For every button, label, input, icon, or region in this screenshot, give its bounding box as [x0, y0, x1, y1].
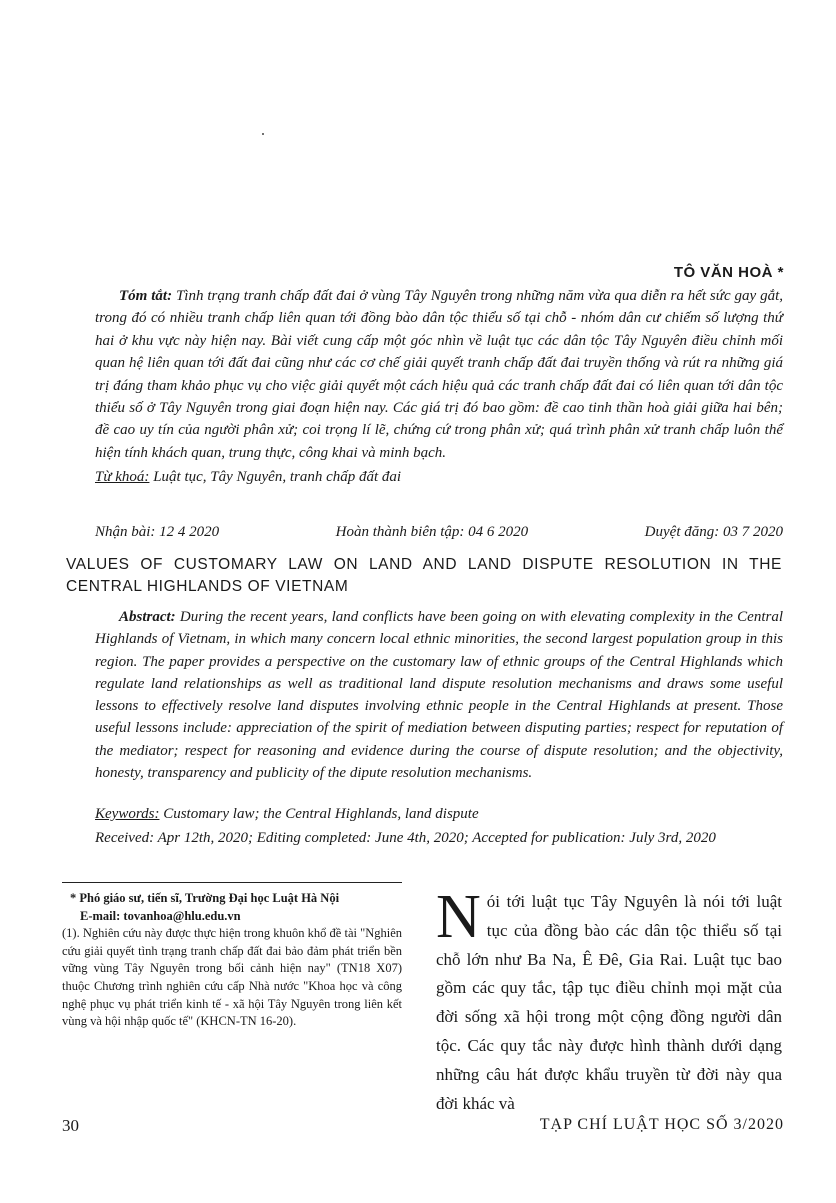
vi-abstract-indent: [95, 288, 119, 304]
vi-abstract-label: Tóm tắt:: [119, 288, 173, 304]
body-text: [436, 883, 782, 1118]
scan-speck: [262, 133, 264, 135]
en-keywords-text: Customary law; the Central Highlands, land dispute: [163, 806, 479, 822]
en-abstract-label: Abstract:: [119, 609, 176, 625]
vietnamese-abstract: [95, 285, 783, 489]
footnote: [62, 890, 402, 1031]
footnote-affiliation: * Phó giáo sư, tiến sĩ, Trường Đại học Luật Hà Nội: [70, 891, 340, 905]
footnote-note: (1). Nghiên cứu này được thực hiện trong khuôn khổ đề tài "Nghiên cứu giải quyết tình trạng tranh chấp đất đai bảo đảm phát triển bền vững vùng Tây Nguyên trong bối cảnh hiện nay" (TN18 X07) thuộc Chương trình nghiên cứu cấp Nhà nước "Khoa học và công nghệ phục vụ phát triển kinh tế - xã hội Tây Nguyên trong liên kết vùng và hội nhập quốc tế" (KHCN-TN 16-20).: [62, 926, 402, 1029]
footnote-email-label: E-mail:: [80, 908, 121, 923]
footnote-email: tovanhoa@hlu.edu.vn: [123, 908, 241, 923]
drop-cap: N: [436, 883, 481, 951]
vi-edited-date: Hoàn thành biên tập: 04 6 2020: [335, 524, 529, 540]
english-abstract: [95, 606, 783, 784]
journal-footer: TẠP CHÍ LUẬT HỌC SỐ 3/2020: [539, 1116, 784, 1133]
en-abstract-indent: [95, 609, 119, 625]
vi-accepted-date: Duyệt đăng: 03 7 2020: [644, 524, 783, 540]
vi-received-date: Nhận bài: 12 4 2020: [95, 524, 220, 540]
en-dates: Received: Apr 12th, 2020; Editing completed: June 4th, 2020; Accepted for publication: July 3rd, 2020: [95, 830, 716, 846]
vi-keywords-text: Luật tục, Tây Nguyên, tranh chấp đất đai: [153, 469, 402, 486]
en-keywords-label: Keywords:: [95, 806, 160, 822]
vi-dates: [95, 524, 783, 541]
body-paragraph: ói tới luật tục Tây Nguyên là nói tới luật tục của đồng bào các dân tộc thiểu số tại chỗ lớn như Ba Na, Ê Đê, Gia Rai. Luật tục bao gồm các quy tắc, tập tục điều chỉnh mọi mặt của đời sống xã hội trong một cộng đồng người dân tộc. Các quy tắc này được hình thành dưới dạng những câu hát được khẩu truyền từ đời này qua đời khác và: [436, 892, 782, 1113]
en-abstract-text: During the recent years, land conflicts have been going on with elevating complexity in the Central Highlands of Vietnam, in which many concern local ethnic minorities, the second largest population group in this region. The paper provides a perspective on the customary law of ethnic groups of the Central Highlands which regulate land relationships as well as traditional land dispute resolution mechanisms and draws some useful lessons to effectively resolve land disputes involving ethnic people in the Central Highlands at present. Those useful lessons include: appreciation of the spirit of mediation between disputing parties; respect for reputation of the mediator; respect for reasoning and evidence during the course of dispute resolution; and the objectivity, honesty, transparency and publicity of the dipute resolution mechanisms.: [95, 609, 783, 782]
page-number: 30: [62, 1116, 79, 1135]
vi-keywords: [95, 466, 783, 488]
vi-keywords-label: Từ khoá:: [95, 469, 150, 486]
author-name: TÔ VĂN HOÀ *: [673, 264, 784, 281]
vi-abstract-text: Tình trạng tranh chấp đất đai ở vùng Tây Nguyên trong những năm vừa qua diễn ra hết sức gay gắt, trong đó có nhiều tranh chấp liên quan tới đồng bào dân tộc thiểu số tại chỗ - nhóm dân cư chiếm số lượng thứ hai ở khu vực này hiện nay. Bài viết cung cấp một góc nhìn về luật tục các dân tộc Tây Nguyên điều chỉnh mối quan hệ liên quan tới đất đai cũng như các cơ chế giải quyết tranh chấp đất đai truyền thống và rút ra những giá trị đáng tham khảo phục vụ cho việc giải quyết một cách hiệu quả các tranh chấp đất đai có liên quan tới dân tộc thiểu số ở Tây Nguyên trong giai đoạn hiện nay. Các giá trị đó bao gồm: đề cao tinh thần hoà giải giữa hai bên; đề cao uy tín của người phân xử; coi trọng lí lẽ, chứng cứ trong phân xử; quá trình phân xử tranh chấp luôn thể hiện tính khách quan, trung thực, công khai và minh bạch.: [95, 288, 783, 461]
footnote-email-line: [62, 908, 402, 926]
en-keywords: [95, 806, 479, 823]
footnote-divider: [62, 882, 402, 883]
english-title: VALUES OF CUSTOMARY LAW ON LAND AND LAND DISPUTE RESOLUTION IN THE CENTRAL HIGHLANDS OF VIETNAM: [66, 556, 782, 595]
